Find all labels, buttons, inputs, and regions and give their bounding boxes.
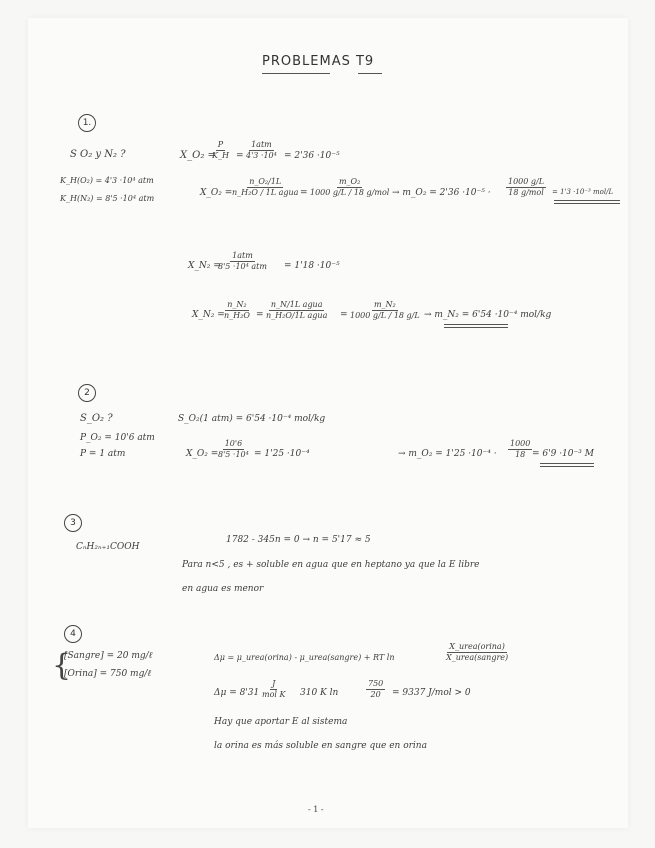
p1-xn2-lhs: X_N₂ = [188,261,221,271]
p3-text-1: Para n<5 , es + soluble en agua que en heptano ya que la E libre [182,560,480,570]
p4-line2-frac: $\frac{750}{20}$ [368,679,384,699]
p1-result-underline-1 [554,200,620,201]
p2-mo2-result: = 6'9 ·10⁻³ M [532,449,594,459]
p1-xo2-frac2: 1atm 4'3 ·10⁴ [246,140,277,160]
p1-given-kh-n2: K_H(N₂) = 8'5 ·10⁴ atm [60,194,155,203]
p4-line2-lhs: Δμ = 8'31 [214,688,260,698]
p1-result-underline-2 [554,203,620,204]
p4-given-brace: { [52,648,72,683]
p1-mo2-result: = 1'3 ·10⁻³ mol/L [552,188,614,196]
p2-xo2-frac: $\frac{10'6}{\text{8'5 ·10⁴}}$ [218,439,249,459]
problem-2-number: 2 [78,384,96,402]
p1-xo2-lhs: X_O₂ = [180,150,216,161]
p2-given-question: S_O₂ ? [80,413,113,424]
p4-line2-mid: 310 K ln [300,688,339,698]
p1-xn2b-frac1: $\frac{\text{n\_N₂}}{\text{n\_H₂O}}$ [224,300,250,320]
p2-mo2-frac: $\frac{1000}{18}$ [510,439,531,459]
title-underline-t9 [358,73,382,74]
p3-formula: CₙH₂ₙ₊₁COOH [76,542,140,552]
p1-xn2-frac: 1atm 8'5 ·10⁴ atm [218,251,267,271]
page-title: PROBLEMAS T9 [262,54,375,69]
p2-xo2-lhs: X_O₂ = [186,449,219,459]
p4-line2-result: = 9337 J/mol > 0 [392,688,471,698]
p1-mn2-result: → m_N₂ = 6'54 ·10⁻⁴ mol/kg [424,310,552,320]
p1-xo2-eq: = [236,151,244,161]
p1-xn2b-frac2: n_N/1L agua n_H₂O/1L agua [266,300,328,320]
p1-xn2b-eq1: = [256,310,264,320]
p4-line1-frac: X_urea(orina) X_urea(sangre) [446,642,509,662]
p1-xo2b-frac1: n_O₂/1L n_H₂O / 1L agua [232,177,299,197]
p2-given-po2: P_O₂ = 10'6 atm [80,433,155,443]
problem-3-number: 3 [64,514,82,532]
p1-xo2b-eq: = [300,188,308,198]
p1-xo2b-lhs: X_O₂ = [200,188,233,198]
p2-result-underline-2 [540,466,594,467]
p3-equation: 1782 - 345n = 0 → n = 5'17 ≈ 5 [226,535,371,545]
p2-given-p: P = 1 atm [80,449,126,459]
p1-xo2b-frac2: m_O₂ 1000 g/L / 18 g/mol [310,177,390,197]
p2-mo2-expr: → m_O₂ = 1'25 ·10⁻⁴ · [398,449,497,459]
p1-mo2-frac: 1000 g/L 18 g/mol [508,177,545,197]
p2-result-underline-1 [540,463,594,464]
p1-xn2b-eq2: = [340,310,348,320]
page-number: - 1 - [308,805,324,814]
p1-given-kh-o2: K_H(O₂) = 4'3 ·10⁴ atm [60,176,154,185]
p2-xo2-result: = 1'25 ·10⁻⁴ [254,449,310,459]
p1-given-question: S O₂ y N₂ ? [70,149,126,160]
p4-line1-lhs: Δμ = μ_urea(orina) - μ_urea(sangre) + RT ln [214,653,395,662]
p4-text-1: Hay que aportar E al sistema [214,717,348,727]
p1-xn2-result: = 1'18 ·10⁻⁵ [284,261,340,271]
notebook-sheet [28,18,628,828]
p1-xn2b-lhs: X_N₂ = [192,310,225,320]
p1-xn2b-frac3: $\frac{\text{m\_N₂}}{1000 g/L / 18 g/L}$ [350,300,420,320]
p1-mo2-expr: → m_O₂ = 2'36 ·10⁻⁵ · [392,188,491,198]
title-underline [262,73,330,74]
p3-text-2: en agua es menor [182,584,264,594]
p1-xo2-frac1: $\frac{P}{K\_H}$ [212,140,229,160]
p1-mn2-underline-2 [444,327,508,328]
p1-xo2-result: = 2'36 ·10⁻⁵ [284,151,340,161]
problem-1-number: 1. [78,114,96,132]
p2-so2: S_O₂(1 atm) = 6'54 ·10⁻⁴ mol/kg [178,414,326,424]
p4-given-orina: [Orina] = 750 mg/ℓ [64,669,152,679]
p4-text-2: la orina es más soluble en sangre que en orina [214,741,427,751]
problem-4-number: 4 [64,625,82,643]
p4-line2-unit: J mol K [262,679,286,699]
p1-mn2-underline-1 [444,324,508,325]
p4-given-sangre: [Sangre] = 20 mg/ℓ [64,651,153,661]
